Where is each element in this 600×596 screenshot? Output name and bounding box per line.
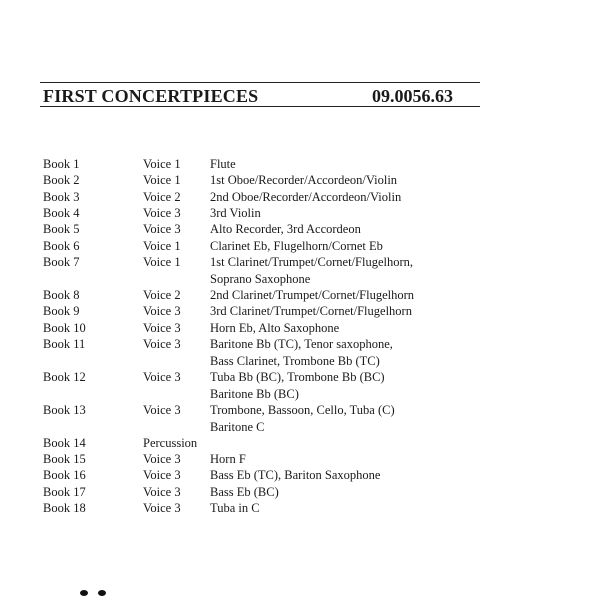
instrument-list [210,402,510,435]
book-number: Book 11 [43,337,86,351]
instrument-line: Baritone Bb (BC) [210,386,299,401]
instrument-list [210,369,510,402]
document-title: FIRST CONCERTPIECES [43,86,259,106]
instrument-list [210,500,510,517]
page-mark [80,590,88,596]
voice-part: Voice 1 [143,157,181,171]
instrument-list [210,287,510,304]
book-number: Book 1 [43,157,80,171]
instrument-list [210,221,510,238]
instrument-list [210,156,510,173]
book-number: Book 3 [43,190,80,204]
instrument-line: Soprano Saxophone [210,271,311,286]
instrument-list [210,320,510,337]
instrument-line: Tuba in C [210,501,260,515]
catalog-number: 09.0056.63 [372,86,453,106]
header-top-rule [40,82,480,83]
instrument-line: Bass Eb (BC) [210,485,279,499]
instrument-list [210,484,510,501]
instrument-list [210,189,510,206]
voice-part: Voice 1 [143,255,181,269]
voice-part: Voice 3 [143,337,181,351]
instrument-line: Alto Recorder, 3rd Accordeon [210,222,361,236]
book-number: Book 18 [43,501,86,515]
instrument-line: 3rd Violin [210,206,261,220]
voice-part: Voice 3 [143,304,181,318]
book-number: Book 14 [43,436,86,450]
voice-part: Voice 3 [143,370,181,384]
voice-part: Voice 3 [143,321,181,335]
book-number: Book 5 [43,222,80,236]
book-number: Book 6 [43,239,80,253]
instrument-line: 2nd Clarinet/Trumpet/Cornet/Flugelhorn [210,288,415,302]
instrument-line: 1st Clarinet/Trumpet/Cornet/Flugelhorn, [210,255,414,269]
instrument-list [210,451,510,468]
instrument-list [210,467,510,484]
instrument-list [210,336,510,369]
voice-part: Voice 3 [143,468,181,482]
instrument-line: Horn F [210,452,246,466]
book-number: Book 13 [43,403,86,417]
voice-part: Voice 1 [143,173,181,187]
voice-part: Voice 3 [143,485,181,499]
voice-part: Voice 3 [143,403,181,417]
voice-part: Voice 3 [143,501,181,515]
voice-part: Percussion [143,436,198,450]
book-number: Book 2 [43,173,80,187]
instrument-line: 3rd Clarinet/Trumpet/Cornet/Flugelhorn [210,304,412,318]
book-number: Book 8 [43,288,80,302]
voice-part: Voice 3 [143,206,181,220]
book-number: Book 17 [43,485,86,499]
voice-part: Voice 2 [143,190,181,204]
book-number: Book 12 [43,370,86,384]
book-number: Book 7 [43,255,80,269]
book-number: Book 9 [43,304,80,318]
instrument-line: 1st Oboe/Recorder/Accordeon/Violin [210,173,398,187]
instrument-list [210,205,510,222]
instrument-line: Baritone C [210,419,265,434]
instrument-line: Bass Eb (TC), Bariton Saxophone [210,468,381,482]
voice-part: Voice 3 [143,222,181,236]
instrument-line: Clarinet Eb, Flugelhorn/Cornet Eb [210,239,383,253]
book-number: Book 16 [43,468,86,482]
instrument-line: Tuba Bb (BC), Trombone Bb (BC) [210,370,385,384]
instrument-line: Baritone Bb (TC), Tenor saxophone, [210,337,393,351]
instrument-line: Bass Clarinet, Trombone Bb (TC) [210,353,380,368]
header-bottom-rule [40,106,480,107]
book-number: Book 4 [43,206,80,220]
voice-part: Voice 3 [143,452,181,466]
instrument-list [210,303,510,320]
instrument-line: Horn Eb, Alto Saxophone [210,321,340,335]
voice-part: Voice 1 [143,239,181,253]
instrument-line: Trombone, Bassoon, Cello, Tuba (C) [210,403,395,417]
instrument-line: Flute [210,157,236,171]
instrument-list [210,254,510,287]
instrument-line: 2nd Oboe/Recorder/Accordeon/Violin [210,190,402,204]
book-number: Book 10 [43,321,86,335]
voice-part: Voice 2 [143,288,181,302]
instrument-list [210,238,510,255]
instrument-list [210,172,510,189]
page-mark [98,590,106,596]
book-number: Book 15 [43,452,86,466]
